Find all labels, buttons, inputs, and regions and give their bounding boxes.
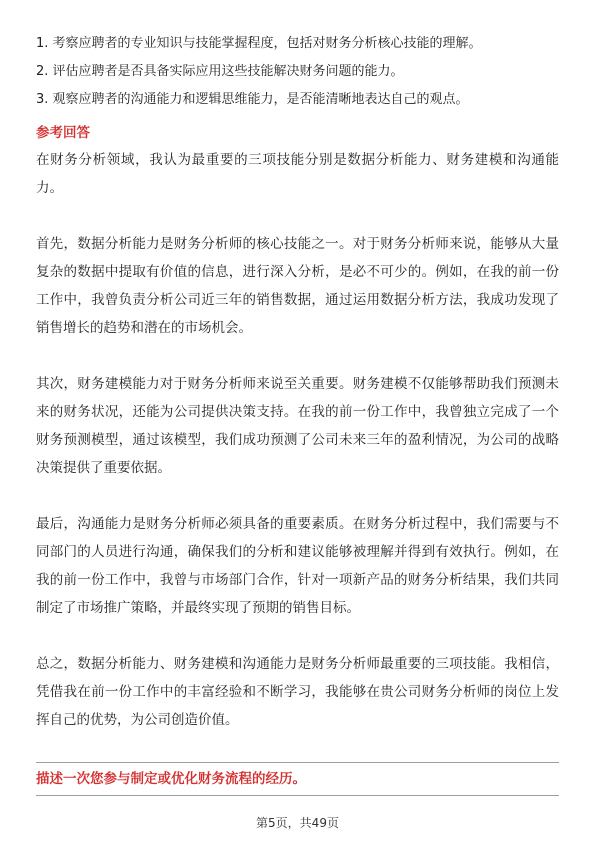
criteria-item: 3. 观察应聘者的沟通能力和逻辑思维能力，是否能清晰地表达自己的观点。 <box>36 92 469 107</box>
evaluation-criteria-list <box>36 30 559 114</box>
answer-paragraph-intro: 在财务分析领域，我认为最重要的三项技能分别是数据分析能力、财务建模和沟通能力。 <box>36 152 559 196</box>
answer-paragraph-financial-modeling: 其次，财务建模能力对于财务分析师来说至关重要。财务建模不仅能够帮助我们预测未来的财务状况，还能为公司提供决策支持。在我的前一份工作中，我曾独立完成了一个财务预测模型，通过该模型，我们成功预测了公司未来三年的盈利情况，为公司的战略决策提供了重要依据。 <box>36 376 559 476</box>
divider-bottom <box>36 795 559 796</box>
divider-top <box>36 762 559 763</box>
page-number-footer: 第5页，共49页 <box>256 816 339 830</box>
answer-paragraph-conclusion: 总之，数据分析能力、财务建模和沟通能力是财务分析师最重要的三项技能。我相信，凭借我在前一份工作中的丰富经验和不断学习，我能够在贵公司财务分析师的岗位上发挥自己的优势，为公司创造价值。 <box>36 656 559 728</box>
answer-heading: 参考回答 <box>36 125 90 141</box>
answer-paragraph-communication: 最后，沟通能力是财务分析师必须具备的重要素质。在财务分析过程中，我们需要与不同部门的人员进行沟通，确保我们的分析和建议能够被理解并得到有效执行。例如，在我的前一份工作中，我曾与市场部门合作，针对一项新产品的财务分析结果，我们共同制定了市场推广策略，并最终实现了预期的销售目标。 <box>36 516 559 616</box>
next-question-heading: 描述一次您参与制定或优化财务流程的经历。 <box>36 771 306 787</box>
page-content <box>36 30 559 734</box>
criteria-item: 1. 考察应聘者的专业知识与技能掌握程度，包括对财务分析核心技能的理解。 <box>36 36 482 51</box>
answer-paragraph-data-analysis: 首先，数据分析能力是财务分析师的核心技能之一。对于财务分析师来说，能够从大量复杂的数据中提取有价值的信息，进行深入分析，是必不可少的。例如，在我的前一份工作中，我曾负责分析公司近三年的销售数据，通过运用数据分析方法，我成功发现了销售增长的趋势和潜在的市场机会。 <box>36 236 559 336</box>
criteria-item: 2. 评估应聘者是否具备实际应用这些技能解决财务问题的能力。 <box>36 64 404 79</box>
